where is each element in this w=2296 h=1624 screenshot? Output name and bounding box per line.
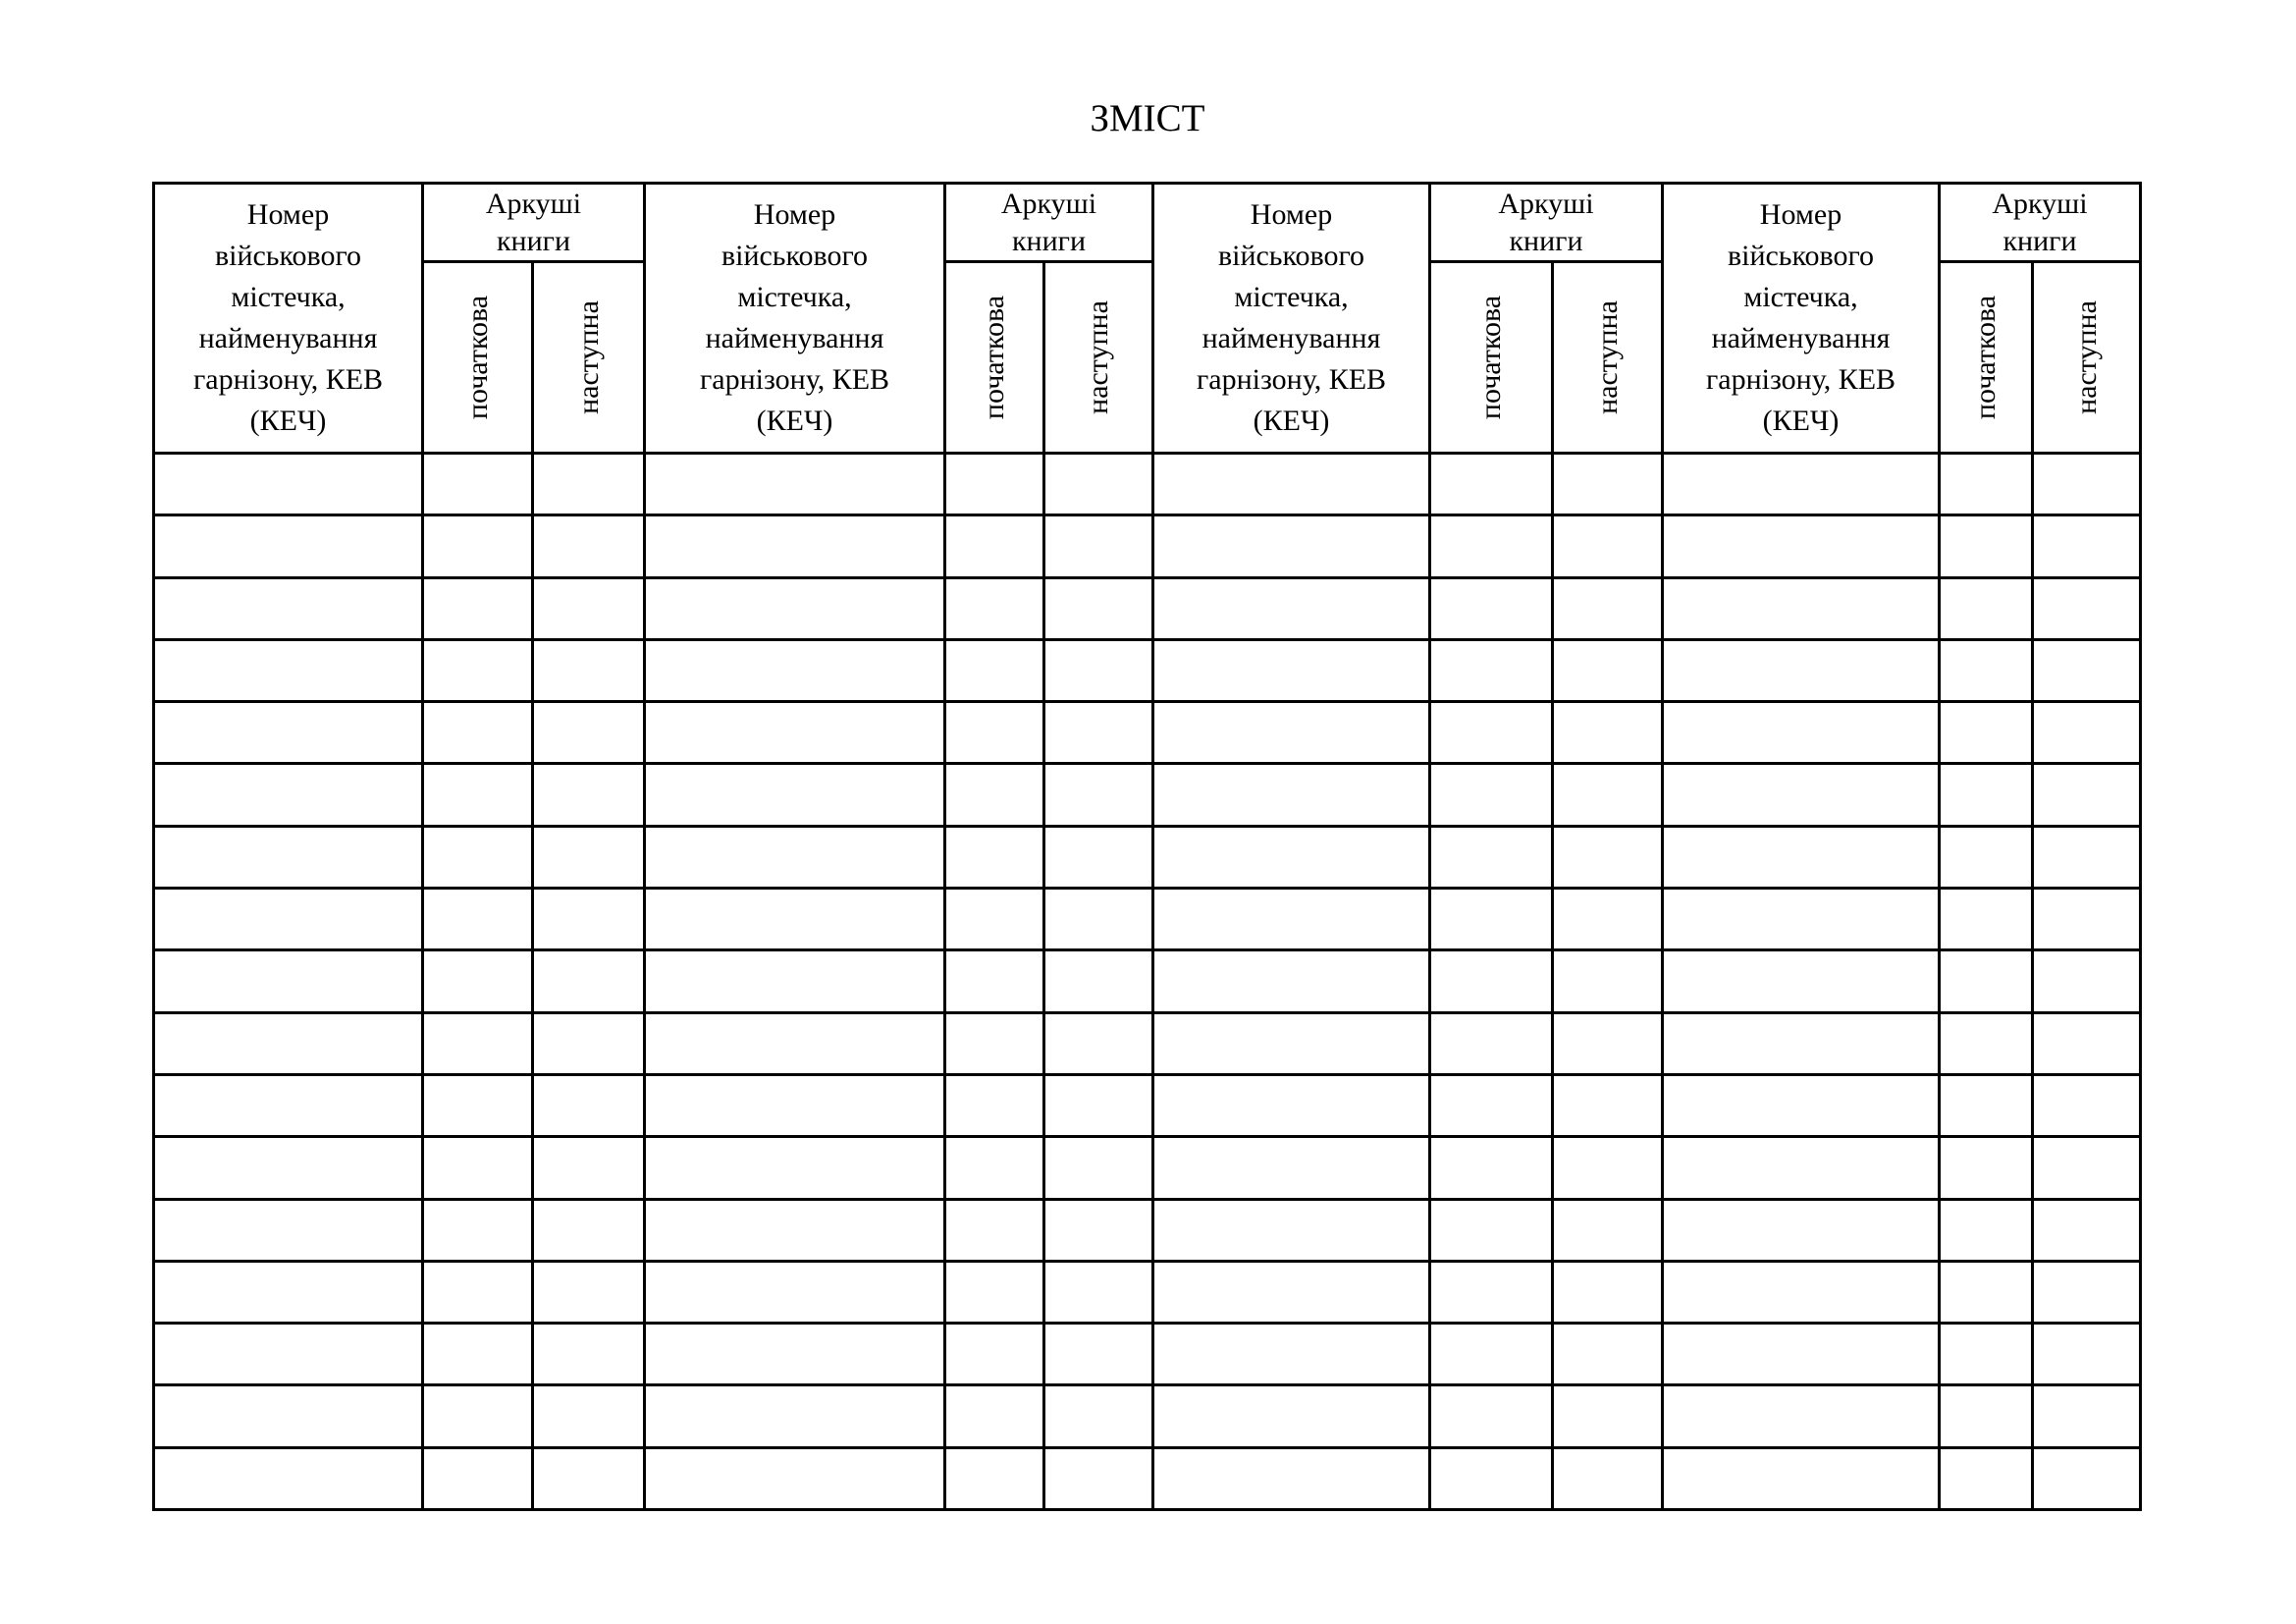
- table-row: [154, 639, 2141, 701]
- table-row: [154, 1137, 2141, 1199]
- table-cell: [423, 577, 533, 639]
- table-cell: [2033, 1012, 2141, 1074]
- table-cell: [945, 1447, 1044, 1509]
- table-row: [154, 1385, 2141, 1447]
- table-cell: [645, 454, 945, 515]
- table-cell: [1940, 702, 2033, 764]
- table-cell: [154, 577, 423, 639]
- location-header-line: гарнізону, КЕВ: [1705, 363, 1896, 396]
- table-cell: [154, 1074, 423, 1136]
- location-header-line: військового: [721, 240, 869, 272]
- table-cell: [1430, 889, 1553, 950]
- table-cell: [1430, 1447, 1553, 1509]
- table-cell: [945, 639, 1044, 701]
- table-cell: [1153, 1447, 1430, 1509]
- table-cell: [1044, 639, 1153, 701]
- location-header-1: [154, 184, 423, 454]
- page-title: ЗМІСТ: [1090, 97, 1205, 139]
- location-header-3: [1153, 184, 1430, 454]
- table-cell: [1940, 1324, 2033, 1385]
- table-cell: [645, 1261, 945, 1323]
- table-cell: [1663, 1012, 1940, 1074]
- table-cell: [2033, 454, 2141, 515]
- table-cell: [154, 1261, 423, 1323]
- table-cell: [423, 826, 533, 888]
- table-cell: [1663, 1261, 1940, 1323]
- table-cell: [533, 1012, 645, 1074]
- table-cell: [533, 1137, 645, 1199]
- subcol-next-1: [533, 262, 645, 454]
- table-cell: [1153, 454, 1430, 515]
- table-cell: [154, 454, 423, 515]
- table-cell: [533, 826, 645, 888]
- location-header-line: найменування: [198, 322, 378, 354]
- sheets-header-line: Аркуші: [1000, 187, 1097, 220]
- table-row: [154, 1012, 2141, 1074]
- table-cell: [1553, 950, 1663, 1012]
- table-cell: [945, 1199, 1044, 1261]
- location-header-line: Номер: [1250, 198, 1333, 231]
- subcol-next-label-2: наступна: [1082, 300, 1114, 414]
- subcol-next-label-3: наступна: [1590, 300, 1624, 414]
- table-cell: [423, 1199, 533, 1261]
- table-cell: [1553, 764, 1663, 826]
- table-cell: [154, 1199, 423, 1261]
- table-cell: [533, 515, 645, 577]
- table-cell: [1153, 1385, 1430, 1447]
- table-cell: [1663, 950, 1940, 1012]
- sheets-header-2: [945, 184, 1153, 262]
- table-cell: [533, 1385, 645, 1447]
- table-row: [154, 1324, 2141, 1385]
- table-cell: [423, 764, 533, 826]
- table-cell: [1430, 1324, 1553, 1385]
- location-header-line: містечка,: [1234, 281, 1349, 313]
- location-header-line: гарнізону, КЕВ: [192, 363, 384, 396]
- subcol-next-4: [2033, 262, 2141, 454]
- subcol-initial-4: [1940, 262, 2033, 454]
- table-row: [154, 889, 2141, 950]
- sheets-header-line: книги: [1011, 224, 1087, 257]
- table-cell: [1940, 1074, 2033, 1136]
- table-cell: [1940, 1199, 2033, 1261]
- table-cell: [2033, 1447, 2141, 1509]
- table-cell: [945, 515, 1044, 577]
- table-cell: [2033, 577, 2141, 639]
- subcol-initial-label-1: початкова: [460, 295, 494, 420]
- location-header-line: військового: [1727, 240, 1875, 272]
- table-cell: [645, 1324, 945, 1385]
- table-cell: [2033, 1074, 2141, 1136]
- table-cell: [2033, 950, 2141, 1012]
- subcol-initial-1: [423, 262, 533, 454]
- table-cell: [1553, 577, 1663, 639]
- table-cell: [1153, 1074, 1430, 1136]
- subcol-initial-label-4: початкова: [1969, 295, 2002, 420]
- table-cell: [945, 1074, 1044, 1136]
- location-header-line: (КЕЧ): [756, 405, 833, 437]
- table-cell: [1940, 1137, 2033, 1199]
- location-header-4: [1663, 184, 1940, 454]
- location-header-line: містечка,: [737, 281, 852, 313]
- table-cell: [645, 1447, 945, 1509]
- table-cell: [945, 1385, 1044, 1447]
- subcol-initial-3: [1430, 262, 1553, 454]
- table-cell: [533, 950, 645, 1012]
- table-cell: [645, 1137, 945, 1199]
- table-cell: [533, 702, 645, 764]
- table-cell: [645, 1074, 945, 1136]
- table-cell: [645, 764, 945, 826]
- table-cell: [1940, 577, 2033, 639]
- table-cell: [1553, 454, 1663, 515]
- table-cell: [1153, 702, 1430, 764]
- table-cell: [1044, 950, 1153, 1012]
- table-cell: [1553, 1385, 1663, 1447]
- table-cell: [1663, 702, 1940, 764]
- table-cell: [1153, 826, 1430, 888]
- sheets-header-line: книги: [2002, 224, 2077, 257]
- sheets-header-line: Аркуші: [1992, 187, 2088, 220]
- subcol-initial-2: [945, 262, 1044, 454]
- subcol-next-label-4: наступна: [2069, 300, 2103, 414]
- location-header-line: (КЕЧ): [1253, 405, 1330, 437]
- table-cell: [1044, 577, 1153, 639]
- table-cell: [645, 950, 945, 1012]
- table-cell: [1153, 1137, 1430, 1199]
- table-cell: [1553, 702, 1663, 764]
- table-cell: [1940, 1012, 2033, 1074]
- table-cell: [2033, 702, 2141, 764]
- table-cell: [1430, 454, 1553, 515]
- table-cell: [2033, 889, 2141, 950]
- sheets-header-3: [1430, 184, 1663, 262]
- table-cell: [533, 1324, 645, 1385]
- table-cell: [154, 1012, 423, 1074]
- location-header-2: [645, 184, 945, 454]
- location-header-line: найменування: [1201, 322, 1381, 354]
- table-cell: [154, 950, 423, 1012]
- table-row: [154, 702, 2141, 764]
- table-cell: [423, 454, 533, 515]
- table-cell: [1553, 889, 1663, 950]
- table-cell: [533, 1261, 645, 1323]
- table-cell: [645, 889, 945, 950]
- table-cell: [1940, 826, 2033, 888]
- table-cell: [1940, 1447, 2033, 1509]
- table-cell: [1044, 826, 1153, 888]
- table-cell: [1553, 1074, 1663, 1136]
- table-cell: [533, 1447, 645, 1509]
- table-cell: [1430, 1137, 1553, 1199]
- table-cell: [1663, 639, 1940, 701]
- table-row: [154, 1199, 2141, 1261]
- table-cell: [533, 1074, 645, 1136]
- location-header-line: військового: [1217, 240, 1365, 272]
- location-header-line: (КЕЧ): [1762, 405, 1840, 437]
- table-cell: [1663, 1447, 1940, 1509]
- sheets-header-1: [423, 184, 645, 262]
- table-cell: [154, 1385, 423, 1447]
- table-cell: [1153, 764, 1430, 826]
- table-cell: [1553, 1199, 1663, 1261]
- table-cell: [423, 1324, 533, 1385]
- table-cell: [945, 1012, 1044, 1074]
- table-cell: [1430, 826, 1553, 888]
- table-cell: [2033, 764, 2141, 826]
- table-row: [154, 826, 2141, 888]
- table-cell: [1663, 1137, 1940, 1199]
- table-cell: [1553, 1012, 1663, 1074]
- table-cell: [1430, 764, 1553, 826]
- table-cell: [1553, 1261, 1663, 1323]
- table-cell: [1430, 515, 1553, 577]
- table-cell: [2033, 1137, 2141, 1199]
- table-cell: [645, 1012, 945, 1074]
- location-header-line: містечка,: [231, 281, 346, 313]
- table-cell: [1553, 515, 1663, 577]
- table-row: [154, 454, 2141, 515]
- table-cell: [1044, 764, 1153, 826]
- location-header-line: Номер: [1759, 198, 1842, 231]
- table-cell: [2033, 515, 2141, 577]
- table-cell: [423, 1137, 533, 1199]
- location-header-line: гарнізону, КЕВ: [1196, 363, 1387, 396]
- table-cell: [1044, 454, 1153, 515]
- table-cell: [1663, 515, 1940, 577]
- table-cell: [533, 577, 645, 639]
- table-cell: [1044, 1012, 1153, 1074]
- table-cell: [945, 826, 1044, 888]
- table-cell: [1430, 1261, 1553, 1323]
- table-cell: [1153, 1261, 1430, 1323]
- table-cell: [1663, 1074, 1940, 1136]
- table-cell: [1663, 1199, 1940, 1261]
- table-cell: [533, 1199, 645, 1261]
- table-cell: [2033, 1385, 2141, 1447]
- table-cell: [1553, 826, 1663, 888]
- table-body: [154, 454, 2141, 1510]
- table-cell: [1153, 639, 1430, 701]
- table-cell: [423, 950, 533, 1012]
- table-row: [154, 950, 2141, 1012]
- table-cell: [154, 1447, 423, 1509]
- table-cell: [645, 1199, 945, 1261]
- table-cell: [645, 1385, 945, 1447]
- table-cell: [2033, 1199, 2141, 1261]
- table-cell: [423, 1385, 533, 1447]
- table-cell: [2033, 639, 2141, 701]
- table-cell: [2033, 1324, 2141, 1385]
- table-cell: [1153, 577, 1430, 639]
- table-cell: [1153, 950, 1430, 1012]
- table-cell: [533, 454, 645, 515]
- sheets-header-4: [1940, 184, 2141, 262]
- sheets-header-line: книги: [1509, 224, 1583, 257]
- table-cell: [1940, 764, 2033, 826]
- table-cell: [423, 1012, 533, 1074]
- location-header-line: гарнізону, КЕВ: [699, 363, 890, 396]
- table-cell: [533, 639, 645, 701]
- table-cell: [1940, 639, 2033, 701]
- table-cell: [1663, 764, 1940, 826]
- table-cell: [154, 826, 423, 888]
- location-header-line: Номер: [753, 198, 836, 231]
- table-cell: [945, 577, 1044, 639]
- subcol-initial-label-3: початкова: [1474, 295, 1507, 420]
- table-cell: [945, 1261, 1044, 1323]
- location-header-line: Номер: [246, 198, 330, 231]
- table-cell: [645, 515, 945, 577]
- table-cell: [645, 639, 945, 701]
- location-header-line: (КЕЧ): [249, 405, 327, 437]
- table-cell: [1044, 1199, 1153, 1261]
- table-cell: [1044, 1447, 1153, 1509]
- table-cell: [154, 702, 423, 764]
- table-cell: [1153, 889, 1430, 950]
- table-cell: [1430, 577, 1553, 639]
- sheets-header-line: книги: [496, 224, 571, 257]
- table-cell: [1663, 889, 1940, 950]
- table-cell: [1940, 1385, 2033, 1447]
- table-cell: [1430, 702, 1553, 764]
- table-cell: [423, 1261, 533, 1323]
- table-cell: [1663, 826, 1940, 888]
- table-cell: [1940, 950, 2033, 1012]
- table-cell: [1940, 889, 2033, 950]
- table-row: [154, 1074, 2141, 1136]
- table-cell: [1430, 1074, 1553, 1136]
- table-cell: [423, 1447, 533, 1509]
- table-cell: [1430, 1199, 1553, 1261]
- table-cell: [945, 889, 1044, 950]
- table-cell: [645, 702, 945, 764]
- table-cell: [945, 702, 1044, 764]
- location-header-line: найменування: [705, 322, 884, 354]
- table-cell: [1940, 1261, 2033, 1323]
- table-cell: [154, 1324, 423, 1385]
- location-header-line: військового: [214, 240, 362, 272]
- table-cell: [1553, 1447, 1663, 1509]
- table-cell: [1553, 1324, 1663, 1385]
- table-cell: [423, 639, 533, 701]
- table-cell: [2033, 826, 2141, 888]
- table-cell: [1044, 702, 1153, 764]
- table-row: [154, 1447, 2141, 1509]
- table-cell: [423, 702, 533, 764]
- table-cell: [533, 889, 645, 950]
- sheets-header-line: Аркуші: [1498, 187, 1594, 220]
- table-cell: [1153, 1199, 1430, 1261]
- table-cell: [1663, 577, 1940, 639]
- table-cell: [1044, 1261, 1153, 1323]
- table-cell: [1044, 1385, 1153, 1447]
- table-cell: [1940, 454, 2033, 515]
- table-cell: [1663, 1324, 1940, 1385]
- table-cell: [1044, 515, 1153, 577]
- table-cell: [1044, 1137, 1153, 1199]
- subcol-next-label-1: наступна: [571, 300, 605, 414]
- table-row: [154, 1261, 2141, 1323]
- table-cell: [423, 515, 533, 577]
- table-cell: [533, 764, 645, 826]
- table-row: [154, 577, 2141, 639]
- table-cell: [154, 764, 423, 826]
- table-cell: [1430, 639, 1553, 701]
- sheets-header-line: Аркуші: [485, 187, 582, 220]
- subcol-next-3: [1553, 262, 1663, 454]
- table-row: [154, 515, 2141, 577]
- subcol-next-2: [1044, 262, 1153, 454]
- table-cell: [1044, 1074, 1153, 1136]
- table-cell: [645, 826, 945, 888]
- table-cell: [154, 889, 423, 950]
- table-cell: [1553, 639, 1663, 701]
- table-cell: [945, 950, 1044, 1012]
- table-cell: [1430, 1385, 1553, 1447]
- table-cell: [1940, 515, 2033, 577]
- table-cell: [1430, 1012, 1553, 1074]
- table-cell: [1663, 454, 1940, 515]
- table-cell: [2033, 1261, 2141, 1323]
- subcol-initial-label-2: початкова: [978, 295, 1010, 420]
- table-cell: [945, 1324, 1044, 1385]
- table-cell: [1044, 1324, 1153, 1385]
- table-row: [154, 764, 2141, 826]
- table-cell: [945, 454, 1044, 515]
- table-cell: [1430, 950, 1553, 1012]
- table-cell: [945, 1137, 1044, 1199]
- table-cell: [1153, 515, 1430, 577]
- table-cell: [945, 764, 1044, 826]
- table-cell: [154, 515, 423, 577]
- table-cell: [154, 639, 423, 701]
- table-cell: [423, 889, 533, 950]
- table-cell: [154, 1137, 423, 1199]
- table-cell: [423, 1074, 533, 1136]
- table-cell: [1663, 1385, 1940, 1447]
- table-cell: [1553, 1137, 1663, 1199]
- table-cell: [1153, 1012, 1430, 1074]
- table-cell: [1153, 1324, 1430, 1385]
- table-cell: [645, 577, 945, 639]
- table-cell: [1044, 889, 1153, 950]
- location-header-line: містечка,: [1743, 281, 1858, 313]
- location-header-line: найменування: [1711, 322, 1891, 354]
- contents-table: [152, 182, 2142, 1511]
